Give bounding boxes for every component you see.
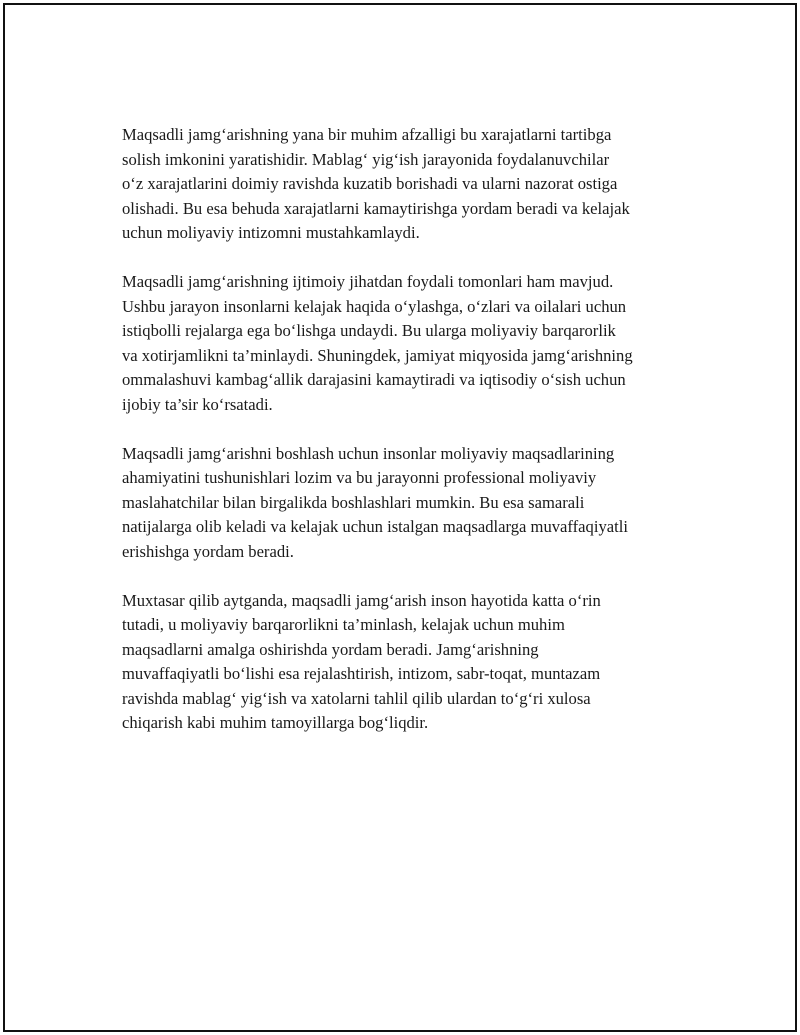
paragraph-line: olishadi. Bu esa behuda xarajatlarni kamaytirishga yordam beradi va kelajak (122, 198, 630, 218)
paragraph-line: ravishda mablag‘ yig‘ish va xatolarni tahlil qilib ulardan to‘g‘ri xulosa (122, 688, 591, 708)
paragraph-line: ijobiy ta’sir ko‘rsatadi. (122, 394, 273, 414)
paragraph-line: o‘z xarajatlarini doimiy ravishda kuzatib borishadi va ularni nazorat ostiga (122, 174, 618, 193)
paragraph-line: istiqbolli rejalarga ega bo‘lishga undaydi. Bu ularga moliyaviy barqarorlik (122, 321, 616, 340)
paragraph-line: muvaffaqiyatli bo‘lishi esa rejalashtirish, intizom, sabr-toqat, muntazam (122, 664, 601, 683)
paragraph-line: solish imkonini yaratishidir. Mablag‘ yig‘ish jarayonida foydalanuvchilar (122, 149, 610, 169)
paragraph-1 (122, 123, 682, 246)
paragraph-line: Maqsadli jamg‘arishning ijtimoiy jihatdan foydali tomonlari ham mavjud. (122, 272, 614, 291)
paragraph-line: Ushbu jarayon insonlarni kelajak haqida o‘ylashga, o‘zlari va oilalari uchun (122, 296, 627, 316)
paragraph-line: maslahatchilar bilan birgalikda boshlashlari mumkin. Bu esa samarali (122, 492, 585, 512)
paragraph-line: chiqarish kabi muhim tamoyillarga bog‘liqdir. (122, 713, 429, 732)
paragraph-line: Maqsadli jamg‘arishni boshlash uchun insonlar moliyaviy maqsadlarining (122, 443, 615, 463)
paragraph-line: Maqsadli jamg‘arishning yana bir muhim afzalligi bu xarajatlarni tartibga (122, 125, 612, 144)
paragraph-line: uchun moliyaviy intizomni mustahkamlaydi. (122, 223, 420, 242)
paragraph-4 (122, 589, 682, 736)
paragraph-line: erishishga yordam beradi. (122, 541, 294, 561)
paragraph-2 (122, 270, 682, 417)
paragraph-3 (122, 442, 682, 565)
paragraph-line: Muxtasar qilib aytganda, maqsadli jamg‘arish inson hayotida katta o‘rin (122, 590, 601, 610)
paragraph-line: maqsadlarni amalga oshirishda yordam beradi. Jamg‘arishning (122, 639, 539, 659)
document-body (122, 123, 682, 760)
paragraph-line: natijalarga olib keladi va kelajak uchun istalgan maqsadlarga muvaffaqiyatli (122, 517, 628, 536)
paragraph-line: ommalashuvi kambag‘allik darajasini kamaytiradi va iqtisodiy o‘sish uchun (122, 370, 626, 389)
paragraph-line: ahamiyatini tushunishlari lozim va bu jarayonni professional moliyaviy (122, 468, 597, 487)
paragraph-line: va xotirjamlikni ta’minlaydi. Shuningdek, jamiyat miqyosida jamg‘arishning (122, 345, 633, 365)
page-frame (3, 3, 797, 1032)
paragraph-line: tutadi, u moliyaviy barqarorlikni ta’minlash, kelajak uchun muhim (122, 615, 565, 634)
